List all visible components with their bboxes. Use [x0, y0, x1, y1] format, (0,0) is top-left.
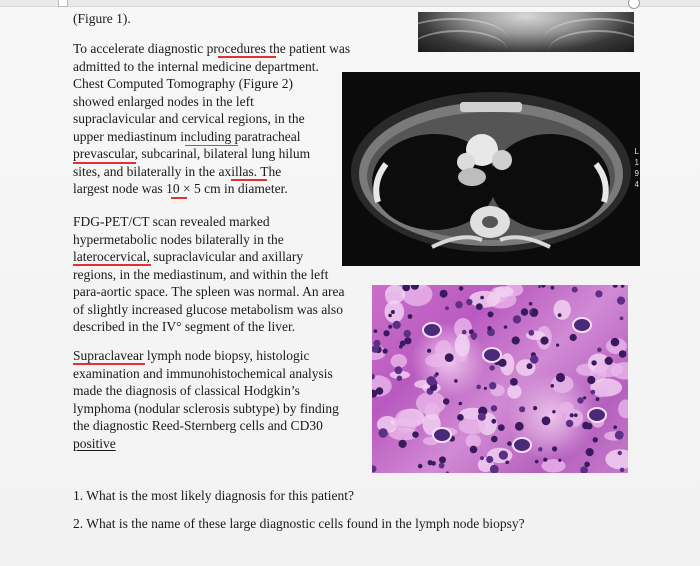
nucleus-dot: [476, 303, 483, 310]
nucleus-dot: [504, 325, 508, 329]
spellcheck-underline-axillas: [231, 179, 267, 181]
nucleus-dot: [519, 406, 525, 412]
nucleus-dot: [388, 314, 392, 318]
nucleus-dot: [570, 334, 577, 341]
nucleus-dot: [383, 349, 388, 354]
nucleus-dot: [529, 310, 532, 313]
nucleus-dot: [412, 431, 419, 438]
nucleus-dot: [540, 337, 548, 345]
cytoplasm-blob: [605, 449, 628, 469]
reed-sternberg-cell: [573, 318, 591, 332]
nucleus-dot: [611, 338, 620, 347]
p2-line-6: of slightly increased glucose metabolism was also: [73, 301, 343, 317]
figure-reference: (Figure 1).: [73, 11, 131, 26]
nucleus-dot: [439, 456, 446, 463]
cytoplasm-blob: [394, 409, 418, 432]
nucleus-dot: [535, 460, 539, 464]
nucleus-dot: [577, 397, 583, 403]
nucleus-dot: [476, 385, 481, 390]
nucleus-dot: [591, 360, 596, 365]
nucleus-dot: [446, 471, 449, 473]
nucleus-dot: [530, 355, 538, 363]
nucleus-dot: [391, 310, 395, 314]
nucleus-dot: [404, 330, 411, 337]
nucleus-dot: [541, 285, 545, 288]
cytoplasm-blob: [618, 400, 628, 419]
nucleus-dot: [621, 285, 625, 288]
nucleus-dot: [590, 390, 595, 395]
nucleus-dot: [620, 317, 624, 321]
nucleus-dot: [528, 330, 534, 336]
nucleus-dot: [613, 425, 617, 429]
nucleus-dot: [618, 451, 622, 455]
nucleus-dot: [397, 376, 403, 382]
nucleus-dot: [595, 290, 602, 297]
spellcheck-underline-prevascular: [73, 162, 136, 164]
nucleus-dot: [488, 311, 494, 317]
nucleus-dot: [596, 397, 600, 401]
nucleus-dot: [566, 420, 573, 427]
p3-line-1: Supraclavear lymph node biopsy, histologic: [73, 348, 310, 363]
question-2: 2. What is the name of these large diagnostic cells found in the lymph node biopsy?: [73, 516, 525, 531]
cytoplasm-blob: [416, 392, 446, 415]
chest-ct-image: [342, 72, 640, 266]
nucleus-dot: [455, 301, 462, 308]
nucleus-dot: [556, 373, 565, 382]
spellcheck-underline-laterocervical: [73, 264, 151, 266]
nucleus-dot: [551, 384, 555, 388]
p1-line-1: [73, 40, 350, 58]
nucleus-dot: [374, 329, 378, 333]
p3-line-6: positive: [73, 435, 116, 451]
grammar-underline-including: [185, 145, 238, 146]
ct-label-9: 9: [634, 169, 639, 178]
reed-sternberg-cell: [423, 323, 441, 337]
nucleus-dot: [454, 379, 458, 383]
p2-line-4: regions, in the mediastinum, and within the left: [73, 266, 329, 282]
p1-line-2: admitted to the internal medicine department.: [73, 58, 319, 74]
nucleus-dot: [457, 414, 464, 421]
p1-line-1-text: To accelerate diagnostic procedures the patient was: [73, 41, 351, 56]
nucleus-dot: [393, 321, 401, 329]
nucleus-dot: [427, 376, 436, 385]
p3-line-3: made the diagnosis of classical Hodgkin’s: [73, 383, 300, 398]
cytoplasm-blob: [494, 286, 514, 297]
nucleus-dot: [597, 348, 602, 353]
nucleus-dot: [615, 431, 624, 440]
reed-sternberg-cell: [588, 408, 606, 422]
nucleus-dot: [574, 413, 578, 417]
nucleus-dot: [489, 382, 496, 389]
cytoplasm-blob: [594, 387, 608, 398]
nucleus-dot: [580, 466, 588, 473]
p1-line-4: showed enlarged nodes in the left: [73, 93, 254, 109]
nucleus-dot: [593, 437, 598, 442]
corner-circle: [628, 0, 640, 9]
p1-line-8: sites, and bilaterally in the axillas. The: [73, 163, 282, 179]
nucleus-dot: [538, 285, 541, 288]
nucleus-dot: [542, 416, 551, 425]
ct-scale-label: [619, 146, 639, 201]
nucleus-dot: [404, 337, 411, 344]
nucleus-dot: [443, 398, 449, 404]
nucleus-dot: [583, 396, 586, 399]
p3-line-2: examination and immunohistochemical analysis: [73, 365, 333, 381]
nucleus-dot: [586, 448, 594, 456]
nucleus-dot: [551, 286, 555, 290]
nucleus-dot: [572, 287, 578, 293]
nucleus-dot: [427, 349, 431, 353]
nucleus-dot: [439, 463, 445, 469]
nucleus-dot: [459, 402, 463, 406]
nucleus-dot: [459, 286, 464, 291]
p1-line-3: Chest Computed Tomography (Figure 2): [73, 76, 294, 91]
nucleus-dot: [619, 350, 627, 358]
histology-cells: [372, 285, 628, 473]
nucleus-dot: [512, 336, 520, 344]
lymph-node-histology-image: [372, 285, 628, 473]
p1-line-7: prevascular, subcarinal, bilateral lung hilum: [73, 146, 311, 161]
nucleus-dot: [480, 456, 484, 460]
nucleus-dot: [498, 424, 505, 431]
cytoplasm-blob: [391, 354, 407, 368]
nucleus-dot: [582, 422, 589, 429]
ct-label-1: 1: [634, 158, 639, 167]
nucleus-dot: [399, 440, 407, 448]
cytoplasm-blob: [507, 385, 521, 399]
nucleus-dot: [487, 326, 491, 330]
p1-line-9: largest node was 10 × 5 cm in diameter.: [73, 181, 288, 196]
nucleus-dot: [486, 456, 493, 463]
nucleus-dot: [584, 462, 590, 468]
nucleus-dot: [558, 313, 562, 317]
nucleus-dot: [515, 422, 524, 431]
nucleus-dot: [533, 406, 537, 410]
nucleus-dot: [383, 330, 389, 336]
nucleus-dot: [570, 413, 574, 417]
cytoplasm-blob: [554, 300, 571, 320]
nucleus-dot: [462, 330, 467, 335]
nucleus-dot: [478, 413, 486, 421]
p2-line-1: FDG-PET/CT scan revealed marked: [73, 214, 270, 229]
nucleus-dot: [527, 363, 533, 369]
nucleus-dot: [372, 465, 377, 472]
nucleus-dot: [408, 314, 413, 319]
nucleus-dot: [521, 308, 528, 315]
nucleus-dot: [470, 446, 478, 454]
question-1: 1. What is the most likely diagnosis for this patient?: [73, 488, 354, 503]
p2-line-7: described in the IV° segment of the liver.: [73, 319, 296, 334]
ct-label-4: 4: [634, 180, 639, 189]
p1-line-6: upper mediastinum including paratracheal: [73, 128, 301, 144]
nucleus-dot: [538, 447, 542, 451]
chest-xray-image: [418, 12, 634, 52]
nucleus-dot: [445, 353, 454, 362]
p3-line-4: lymphoma (nodular sclerosis subtype) by finding: [73, 400, 339, 416]
nucleus-dot: [617, 297, 625, 305]
nucleus-dot: [378, 428, 387, 437]
nucleus-dot: [552, 446, 557, 451]
nucleus-dot: [499, 451, 508, 460]
nucleus-dot: [491, 436, 498, 443]
reed-sternberg-cell: [513, 438, 531, 452]
p3-line-5: the diagnostic Reed-Sternberg cells and CD30: [73, 418, 323, 433]
spellcheck-underline-supraclavear: [73, 363, 145, 365]
p1-line-5: supraclavicular and cervical regions, in the: [73, 111, 305, 126]
p2-line-2: hypermetabolic nodes bilaterally in the: [73, 231, 284, 247]
reed-sternberg-cell: [433, 428, 451, 442]
cytoplasm-blob: [455, 334, 470, 357]
p2-line-3: laterocervical, supraclavicular and axillary: [73, 249, 304, 264]
nucleus-dot: [484, 387, 487, 390]
nucleus-dot: [428, 460, 433, 465]
nucleus-dot: [434, 374, 437, 377]
nucleus-dot: [491, 419, 496, 424]
nucleus-dot: [471, 333, 478, 340]
nucleus-dot: [558, 459, 561, 462]
nucleus-dot: [388, 325, 392, 329]
nucleus-dot: [466, 299, 472, 305]
nucleus-dot: [418, 464, 423, 469]
nucleus-dot: [605, 357, 613, 365]
top-edge: [0, 0, 700, 7]
nucleus-dot: [556, 344, 559, 347]
nucleus-dot: [445, 306, 449, 310]
nucleus-dot: [543, 458, 547, 462]
ct-label-l: L: [634, 147, 639, 156]
nucleus-dot: [395, 366, 403, 374]
nucleus-dot: [510, 378, 518, 386]
corner-marker: [58, 0, 68, 7]
nucleus-dot: [513, 315, 521, 323]
nucleus-dot: [552, 410, 555, 413]
nucleus-dot: [587, 376, 595, 384]
nucleus-dot: [620, 468, 625, 473]
nucleus-dot: [529, 302, 533, 306]
nucleus-dot: [505, 461, 509, 465]
nucleus-dot: [507, 441, 512, 446]
nucleus-dot: [613, 285, 618, 288]
p2-line-5: para-aortic space. The spleen was normal. An area: [73, 284, 345, 299]
nucleus-dot: [489, 365, 494, 370]
nucleus-dot: [480, 296, 484, 300]
nucleus-dot: [440, 290, 448, 298]
spellcheck-underline-procedures: [218, 56, 276, 58]
nucleus-dot: [491, 405, 497, 411]
spellcheck-underline-10x5: [171, 197, 187, 199]
reed-sternberg-cell: [483, 348, 501, 362]
